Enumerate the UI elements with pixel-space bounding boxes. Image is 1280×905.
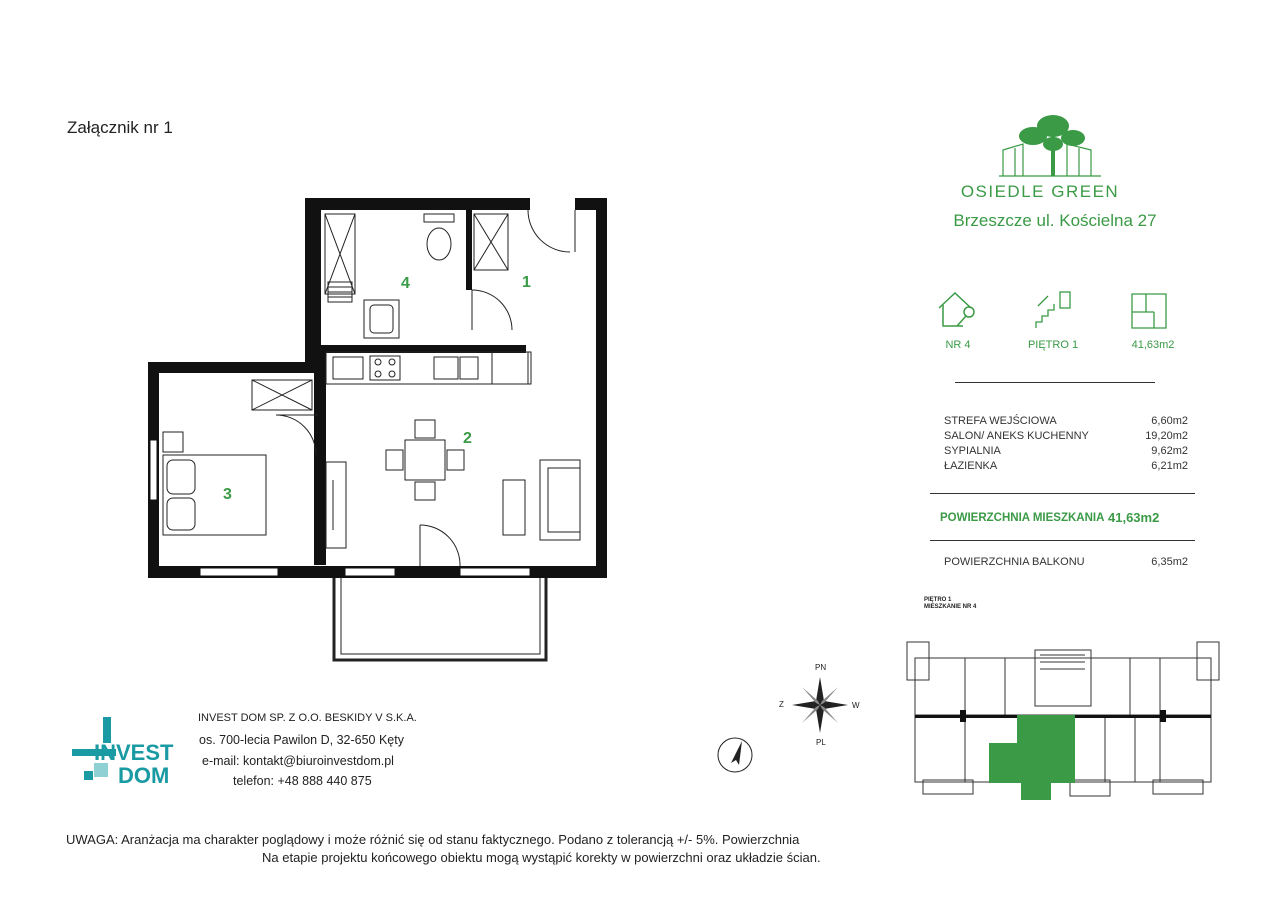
compass-rose-icon [790, 675, 850, 735]
room-number: 4 [401, 275, 410, 292]
disclaimer-line2: Na etapie projektu końcowego obiektu mogą wystąpić korekty w powierzchni oraz układzie ścian. [262, 850, 821, 865]
compass-east: W [852, 701, 860, 710]
apartment-number: NR 4 [945, 339, 971, 351]
attachment-title: Załącznik nr 1 [67, 118, 173, 137]
company-name: INVEST DOM SP. Z O.O. BESKIDY V S.K.A. [198, 712, 417, 724]
area-label: SYPIALNIA [944, 445, 1001, 457]
area-value: 9,62m2 [1151, 445, 1188, 457]
total-area-label: POWIERZCHNIA MIESZKANIA [940, 512, 1105, 524]
area-label: ŁAZIENKA [944, 460, 998, 472]
total-area-value: 41,63m2 [1108, 510, 1160, 525]
balcony-value: 6,35m2 [1151, 556, 1188, 568]
company-phone: telefon: +48 888 440 875 [233, 774, 372, 788]
room-number: 2 [463, 430, 472, 447]
disclaimer-line1: UWAGA: Aranżacja ma charakter poglądowy i może różnić się od stanu faktycznego. Podano z tolerancją +/- 5%. Powierzchnia [66, 832, 800, 847]
room-number: 3 [223, 486, 232, 503]
compass-south: PL [816, 738, 826, 747]
key-plan-floor: PIĘTRO 1 [924, 597, 952, 603]
area-value: 19,20m2 [1145, 430, 1188, 442]
key-plan-apartment: MIESZKANIE NR 4 [924, 604, 977, 610]
apartment-area: 41,63m2 [1131, 339, 1175, 351]
compass-west: Z [779, 700, 784, 709]
invest-dom-wordmark [92, 740, 187, 790]
brand-name: OSIEDLE GREEN [960, 182, 1120, 201]
logo-line2: DOM [118, 763, 170, 788]
company-email: e-mail: kontakt@biuroinvestdom.pl [202, 754, 394, 768]
house-key-icon [935, 288, 980, 330]
stairs-icon [1032, 290, 1074, 332]
area-label: SALON/ ANEKS KUCHENNY [944, 430, 1089, 442]
apartment-floor: PIĘTRO 1 [1027, 339, 1079, 351]
balcony-label: POWIERZCHNIA BALKONU [944, 556, 1085, 568]
north-arrow-icon [715, 735, 755, 775]
floorplan-icon [1128, 290, 1170, 332]
divider [955, 382, 1155, 383]
area-value: 6,21m2 [1151, 460, 1188, 472]
company-address: os. 700-lecia Pawilon D, 32-650 Kęty [199, 733, 404, 747]
logo-line1: INVEST [94, 740, 174, 765]
osiedle-green-logo-icon [995, 110, 1105, 180]
room-number: 1 [522, 274, 531, 291]
area-label: STREFA WEJŚCIOWA [944, 415, 1057, 427]
compass-north: PN [815, 663, 827, 672]
floor-plan [140, 190, 620, 670]
area-value: 6,60m2 [1151, 415, 1188, 427]
key-plan [905, 640, 1221, 800]
brand-address: Brzeszcze ul. Kościelna 27 [953, 211, 1157, 230]
divider [930, 540, 1195, 541]
divider [930, 493, 1195, 494]
